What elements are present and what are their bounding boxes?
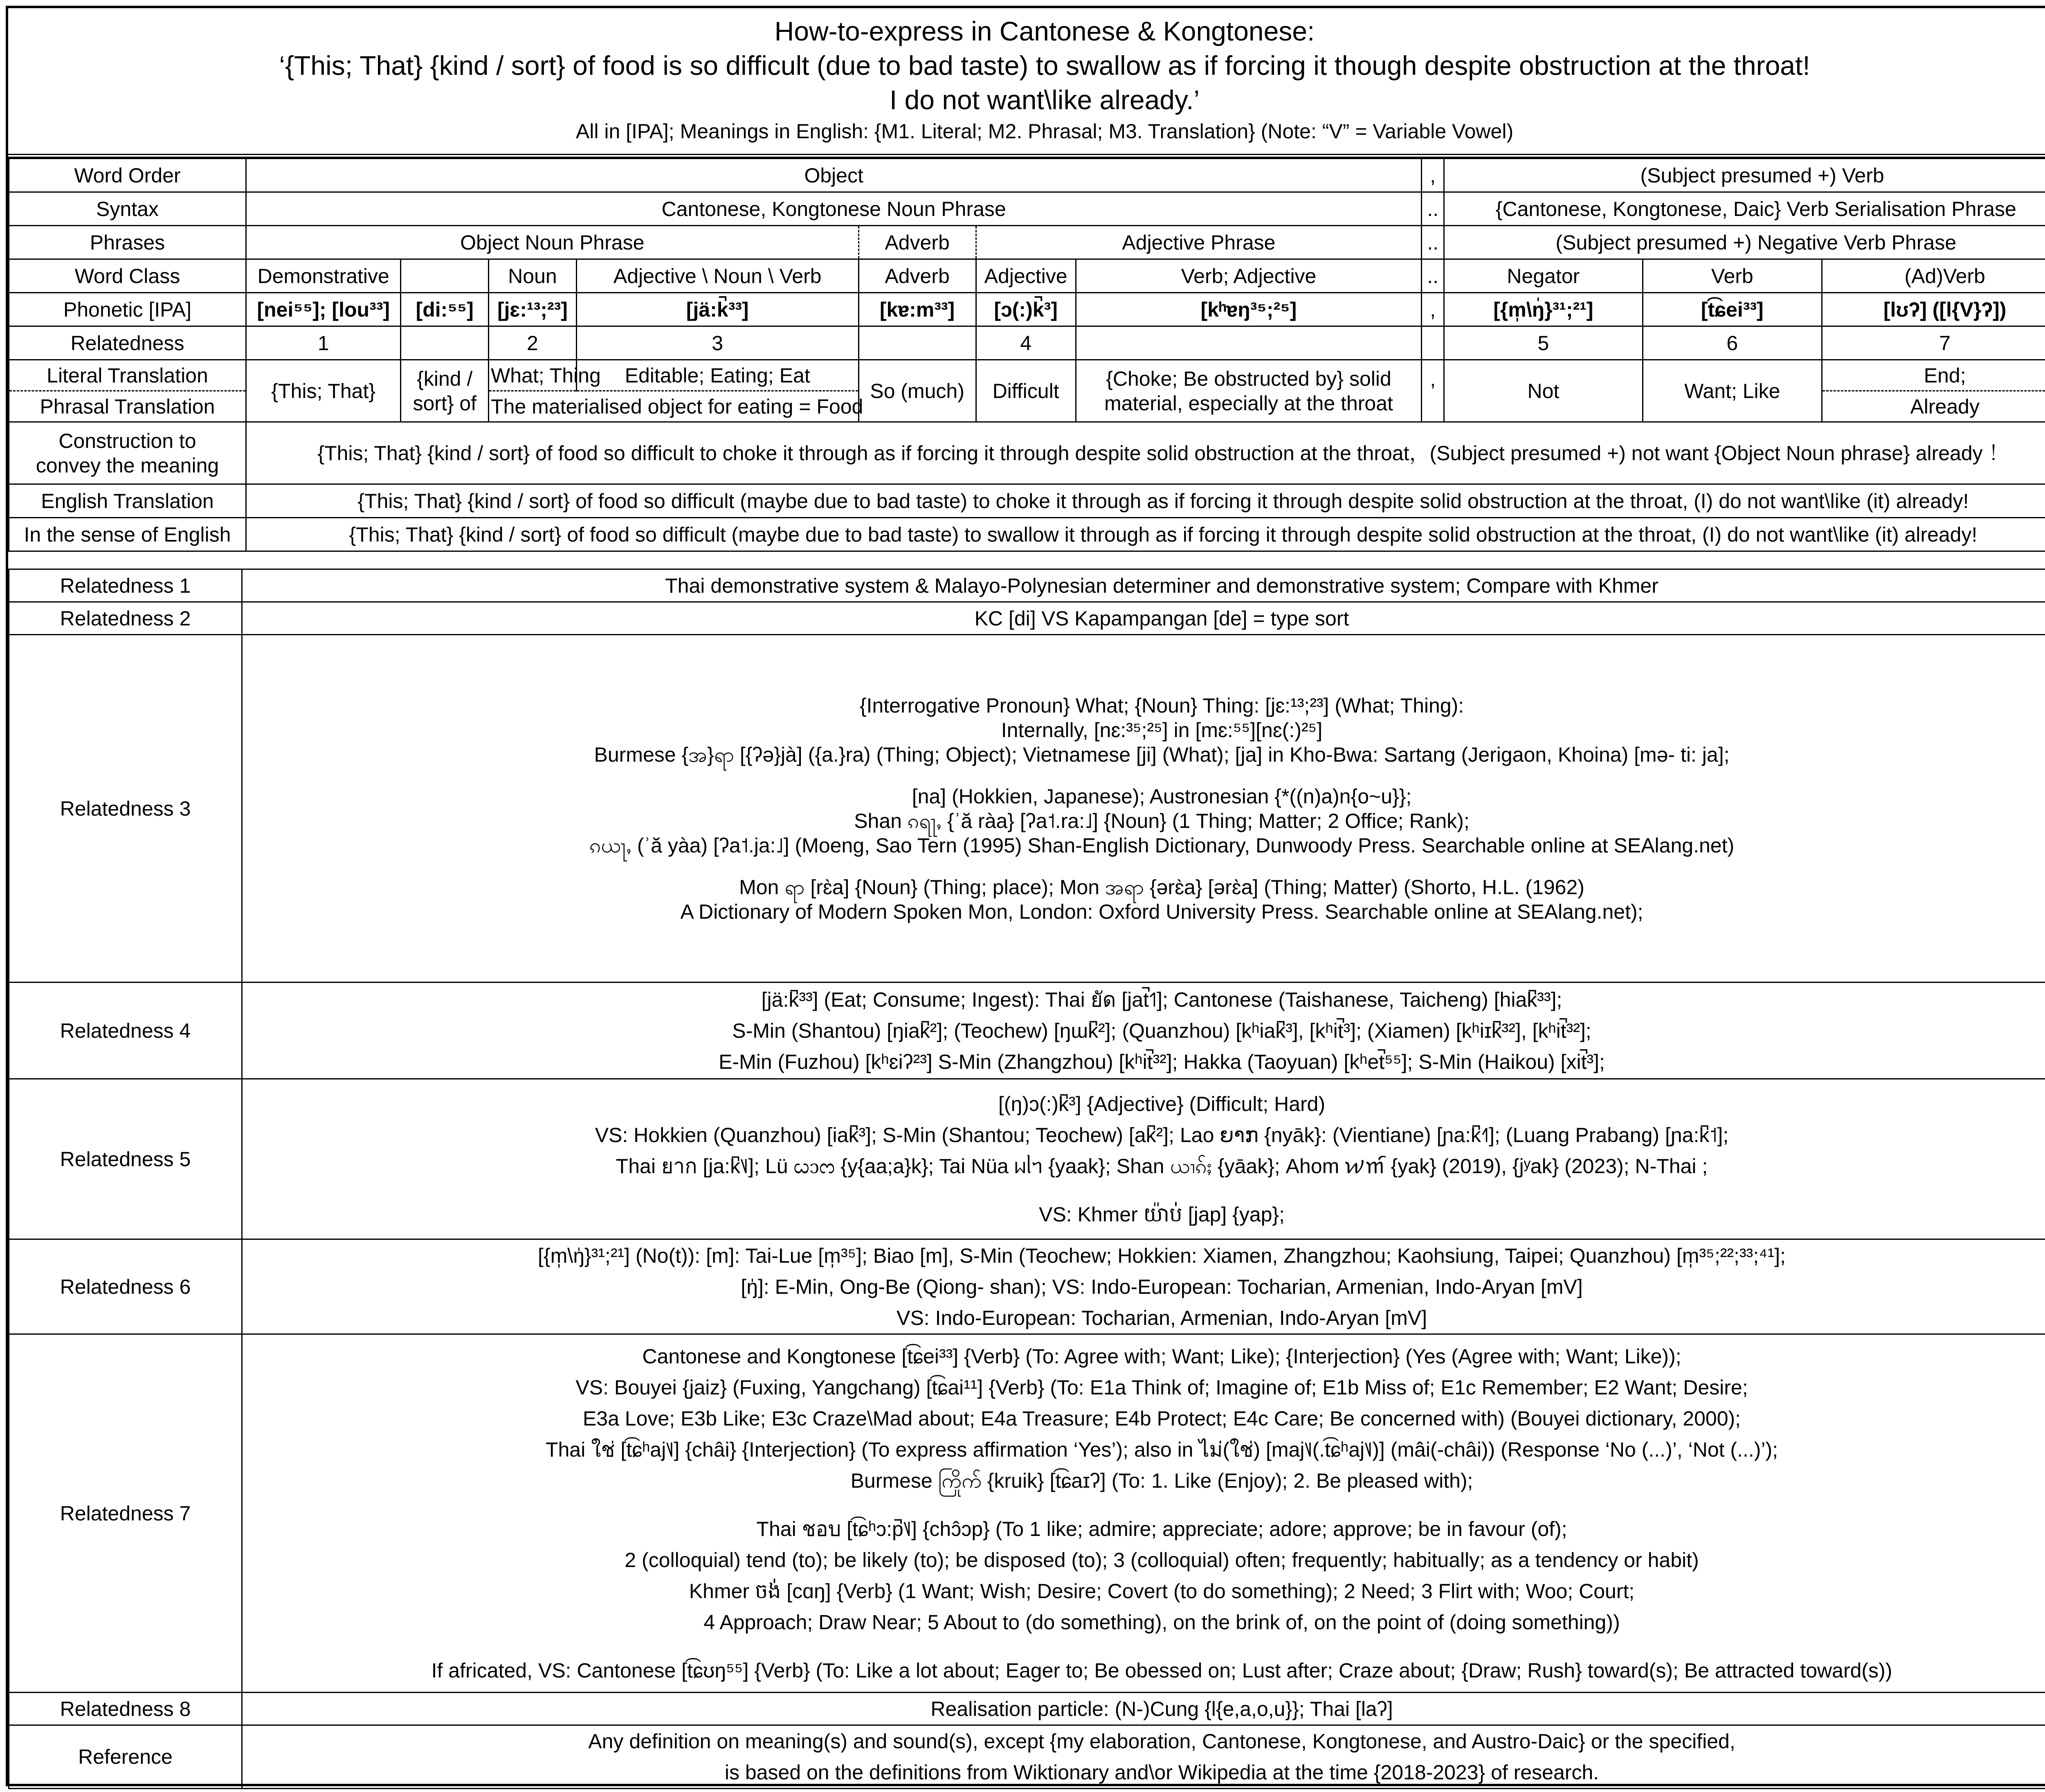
ipa-kind: [di:⁵⁵] [401, 293, 489, 326]
row-syntax [9, 192, 2045, 226]
ipa-sep: , [1422, 293, 1444, 326]
ipa-verb: [t͡ɕei³³] [1643, 293, 1822, 326]
reference-row [9, 1725, 2045, 1789]
label-syntax: Syntax [9, 192, 246, 226]
wc-adj-noun-verb: Adjective \ Noun \ Verb [576, 259, 858, 293]
wc-sep: .. [1422, 259, 1444, 293]
label-english: English Translation [9, 484, 246, 518]
relatedness-3-line: [na] (Hokkien, Japanese); Austronesian {*((n)a)n{o~u}}; [912, 785, 1412, 808]
ipa-eat: [jä:k̚³³] [576, 293, 858, 326]
tr-verb-adjective [1076, 360, 1422, 422]
spacer [244, 1638, 2045, 1655]
ipa-demonstrative: [nei⁵⁵]; [lou³³] [246, 293, 400, 326]
sense-text: {This; That} {kind / sort} of food so difficult (maybe due to bad taste) to swallow it through as if forcing it through despite solid obstruction at the throat, (I) do not want\like (it) already! [246, 518, 2045, 551]
row-relatedness [9, 326, 2045, 360]
relatedness-5-line: VS: Khmer យ៉ាប់ [jap] {yap}; [1038, 1203, 1285, 1226]
relatedness-3-body [242, 635, 2045, 983]
phrases-sep: .. [1422, 226, 1444, 259]
wc-negator: Negator [1444, 259, 1643, 293]
relatedness-row-8 [9, 1693, 2045, 1725]
construction-text: {This; That} {kind / sort} of food so difficult to choke it through as if forcing it through despite solid obstruction at the throat，(Subject presumed +) not want {Object Noun phrase} already ！ [246, 422, 2045, 484]
ipa-negator: [{m̩\ŋ̍}³¹;²¹] [1444, 293, 1643, 326]
relatedness-1-label: Relatedness 1 [9, 569, 242, 602]
row-word-class [9, 259, 2045, 293]
tr-verb-adjective-line-2: material, especially at the throat [1104, 391, 1393, 415]
title-line-1: How-to-express in Cantonese & Kongtonese: [774, 16, 1315, 46]
phrases-adjective: Adjective Phrase [976, 226, 1422, 259]
wc-blank [401, 259, 489, 293]
row-english [9, 484, 2045, 518]
phr-food: The materialised object for eating = Food [489, 391, 859, 422]
relatedness-6-line: [ŋ̍]: E-Min, Ong-Be (Qiong- shan); VS: Indo-European: Tocharian, Armenian, Indo-Aryan [mV] [741, 1275, 1583, 1298]
label-construction-line-1: Construction to [58, 429, 196, 452]
title-line-2: ‘{This; That} {kind / sort} of food is so difficult (due to bad taste) to swallow as if forcing it though despite obstruction at the throat! [279, 50, 1810, 81]
label-construction [9, 422, 246, 484]
wc-demonstrative: Demonstrative [246, 259, 400, 293]
tr-negator: Not [1444, 360, 1643, 422]
label-phrasal: Phrasal Translation [9, 391, 246, 422]
label-construction-line-2: convey the meaning [36, 454, 219, 477]
rel-num-4: 4 [976, 326, 1076, 360]
ipa-adverb-2: [lʊʔ] ([l{V}ʔ]) [1822, 293, 2045, 326]
tr-verb: Want; Like [1643, 360, 1822, 422]
document-header [8, 8, 2045, 158]
reference-line: Any definition on meaning(s) and sound(s), except {my elaboration, Cantonese, Kongtonese, and Austro-Daic} or the specified, [588, 1730, 1735, 1753]
tr-kind [401, 360, 489, 422]
row-word-order [9, 159, 2045, 192]
title-line-3: I do not want\like already.’ [889, 85, 1200, 115]
tr-sep: ’ [1422, 360, 1444, 422]
relatedness-4-body [242, 983, 2045, 1079]
rel-num-sep [1422, 326, 1444, 360]
ipa-adjective: [ɔ(:)k̚³] [976, 293, 1076, 326]
ipa-noun: [jɛ:¹³;²³] [489, 293, 577, 326]
relatedness-3-label: Relatedness 3 [9, 635, 242, 983]
relatedness-6-label: Relatedness 6 [9, 1239, 242, 1334]
lit-noun: What; Thing [489, 360, 577, 391]
relatedness-3-line: {Interrogative Pronoun} What; {Noun} Thing: [jɛ:¹³;²³] (What; Thing): [859, 694, 1464, 717]
tr-kind-line-2: sort} of [413, 391, 477, 415]
row-construction [9, 422, 2045, 484]
relatedness-7-line: Thai ชอบ [t͡ɕʰɔ:p̚˥˩] {chɔ̂ɔp} (To 1 like; admire; appreciate; adore; approve; be in favour (of); [756, 1517, 1567, 1540]
syntax-verb: {Cantonese, Kongtonese, Daic} Verb Serialisation Phrase [1444, 192, 2045, 226]
relatedness-row-1 [9, 569, 2045, 602]
relatedness-7-line: Thai ใช่ [t͡ɕʰaj˥˩] {châi} {Interjection} (To express affirmation ‘Yes’); also in ไม่(ใช่) [maj˥˩(.t͡ɕʰaj˥˩)] (mâi(-châi)) (Response ‘No (...)’, ‘Not (...)’); [545, 1438, 1778, 1461]
relatedness-4-label: Relatedness 4 [9, 983, 242, 1079]
relatedness-3-line: ၵယႃႇ (ʾă yàa) [ʔa˦.ja:˩] (Moeng, Sao Tern (1995) Shan-English Dictionary, Dunwoody Press. Searchable online at SEAlang.net) [589, 834, 1735, 857]
relatedness-3-line: Burmese {အ}ရာ [{ʔə}jà] ({a.}ra) (Thing; Object); Vietnamese [ji] (What); [ja] in Kho-Bwa: Sartang (Jerigaon, Khoina) [mə- ti: ja]; [594, 743, 1730, 766]
row-phonetic [9, 293, 2045, 326]
relatedness-3-line: Mon ရာ [rɛ̀a] {Noun} (Thing; place); Mon အရာ {ərɛ̀a} [ərɛ̀a] (Thing; Matter) (Shorto, H.L. (1962) [739, 875, 1584, 899]
lit-adverb-2: End; [1822, 360, 2045, 391]
rel-num-blank-1 [401, 326, 489, 360]
relatedness-5-label: Relatedness 5 [9, 1079, 242, 1239]
relatedness-row-4 [9, 983, 2045, 1079]
relatedness-4-line: S-Min (Shantou) [ŋiak̚²]; (Teochew) [ŋɯk̚²]; (Quanzhou) [kʰiak̚³], [kʰit̚³]; (Xiamen) [kʰiɪk̚³²], [kʰit̚³²]; [732, 1019, 1591, 1042]
label-word-class: Word Class [9, 259, 246, 293]
tr-demonstrative: {This; That} [246, 360, 400, 422]
wc-verb: Verb [1643, 259, 1822, 293]
lit-eat: Editable; Eating; Eat [576, 360, 858, 391]
relatedness-7-line: Khmer ចង់ [cɑŋ] {Verb} (1 Want; Wish; Desire; Covert (to do something); 2 Need; 3 Flirt with; Woo; Court; [689, 1579, 1635, 1603]
rel-num-3: 3 [576, 326, 858, 360]
relatedness-7-line: VS: Bouyei {jaiz} (Fuxing, Yangchang) [t͡ɕai¹¹] {Verb} (To: E1a Think of; Imagine of; E1b Miss of; E1c Remember; E2 Want; Desire; [575, 1376, 1748, 1399]
rel-num-1: 1 [246, 326, 400, 360]
relatedness-2-text: KC [di] VS Kapampangan [de] = type sort [242, 602, 2045, 635]
relatedness-4-line: [jä:k̚³³] (Eat; Consume; Ingest): Thai ยัด [jat̚˦˥]; Cantonese (Taishanese, Taicheng) [hiak̚³³]; [761, 988, 1562, 1011]
relatedness-8-text: Realisation particle: (N-)Cung {l{e,a,o,u}}; Thai [laʔ] [242, 1693, 2045, 1725]
ipa-verb-adjective: [kʰɐŋ³⁵;²⁵] [1076, 293, 1422, 326]
relatedness-6-line: [{m̩\ŋ̍}³¹;²¹] (No(t)): [m]: Tai-Lue [m̩³⁵]; Biao [m], S-Min (Teochew; Hokkien: Xiamen, Zhangzhou; Kaohsiung, Taipei; Quanzhou) [m̩³⁵;²²;³³;⁴¹]; [537, 1244, 1786, 1267]
relatedness-row-6 [9, 1239, 2045, 1334]
reference-line: is based on the definitions from Wiktionary and\or Wikipedia at the time {2018-2023} of research. [724, 1761, 1599, 1784]
row-sense [9, 518, 2045, 551]
tr-adjective: Difficult [976, 360, 1076, 422]
english-text: {This; That} {kind / sort} of food so difficult (maybe due to bad taste) to choke it through as if forcing it through despite solid obstruction at the throat, (I) do not want\like (it) already! [246, 484, 2045, 518]
rel-num-5: 5 [1444, 326, 1643, 360]
relatedness-3-line: A Dictionary of Modern Spoken Mon, London: Oxford University Press. Searchable online at SEAlang.net); [680, 900, 1643, 923]
relatedness-7-body [242, 1334, 2045, 1693]
relatedness-7-line: E3a Love; E3b Like; E3c Craze\Mad about; E4a Treasure; E4b Protect; E4c Care; Be concerned with) (Bouyei dictionary, 2000); [582, 1407, 1741, 1430]
tr-kind-line-1: {kind / [417, 367, 473, 390]
relatedness-7-line: 4 Approach; Draw Near; 5 About to (do something), on the brink of, on the point of (doing something)) [703, 1610, 1620, 1634]
label-phrases: Phrases [9, 226, 246, 259]
relatedness-row-3 [9, 635, 2045, 983]
label-word-order: Word Order [9, 159, 246, 192]
row-literal [9, 360, 2045, 391]
relatedness-row-7 [9, 1334, 2045, 1693]
reference-label: Reference [9, 1725, 242, 1789]
word-order-object: Object [246, 159, 1421, 192]
rel-num-6: 6 [1643, 326, 1822, 360]
syntax-sep: .. [1422, 192, 1444, 226]
wc-adverb-2: (Ad)Verb [1822, 259, 2045, 293]
relatedness-row-2 [9, 602, 2045, 635]
relatedness-7-line: Cantonese and Kongtonese [t͡ɕei³³] {Verb} (To: Agree with; Want; Like); {Interjection} (Yes (Agree with; Want; Like)); [642, 1345, 1681, 1368]
ipa-note: All in [IPA]; Meanings in English: {M1. Literal; M2. Phrasal; M3. Translation} (Note: “V” = Variable Vowel) [575, 120, 1514, 143]
rel-num-blank-2 [858, 326, 976, 360]
relatedness-3-line: Internally, [nɛ:³⁵;²⁵] in [mɛ:⁵⁵][nɛ(:)²⁵] [1001, 718, 1323, 742]
label-phonetic: Phonetic [IPA] [9, 293, 246, 326]
spacer [244, 1496, 2045, 1513]
analysis-table [8, 158, 2045, 552]
relatedness-8-label: Relatedness 8 [9, 1693, 242, 1725]
wc-verb-adjective: Verb; Adjective [1076, 259, 1422, 293]
rel-num-blank-3 [1076, 326, 1422, 360]
wc-adjective: Adjective [976, 259, 1076, 293]
phr-adverb-2: Already [1822, 391, 2045, 422]
label-relatedness: Relatedness [9, 326, 246, 360]
relatedness-table [8, 569, 2045, 1789]
word-order-sep: , [1422, 159, 1444, 192]
tr-verb-adjective-line-1: {Choke; Be obstructed by} solid [1106, 367, 1391, 390]
document-sheet [6, 6, 2045, 1786]
wc-adverb: Adverb [858, 259, 976, 293]
relatedness-3-line: Shan ၵရႃႇ {ʾă ràa} [ʔa˦.ra:˩] {Noun} (1 Thing; Matter; 2 Office; Rank); [854, 809, 1470, 832]
phrases-negative: (Subject presumed +) Negative Verb Phrase [1444, 226, 2045, 259]
relatedness-6-line: VS: Indo-European: Tocharian, Armenian, Indo-Aryan [mV] [896, 1306, 1427, 1329]
spacer [244, 1182, 2045, 1199]
relatedness-5-line: Thai ยาก [ja:k̚˥˩]; Lü ᦍᦱᦂ {y{aa;a}k}; Tai Nüa ᥕᥣᥐ {yaak}; Shan ယၢၵ်ႈ {yāak}; Ahom 𑜏𑜀𑜫 {yak} (2019), {jʸak} (2023); N-Thai ; [616, 1154, 1708, 1178]
relatedness-5-line: VS: Hokkien (Quanzhou) [iak̚³]; S-Min (Shantou; Teochew) [ak̚²]; Lao ຍາກ {nyāk}: (Vientiane) [ɲa:k̚˧˥]; (Luang Prabang) [ɲa:k̚˦]; [595, 1123, 1729, 1147]
spacer [244, 858, 2045, 875]
wc-noun: Noun [489, 259, 577, 293]
relatedness-7-line: 2 (colloquial) tend (to); be likely (to); be disposed (to); 3 (colloquial) often; frequently; habitually; as a tendency or habit) [625, 1548, 1699, 1572]
syntax-object: Cantonese, Kongtonese Noun Phrase [246, 192, 1421, 226]
relatedness-5-body [242, 1079, 2045, 1239]
relatedness-1-text: Thai demonstrative system & Malayo-Polynesian determiner and demonstrative system; Compare with Khmer [242, 569, 2045, 602]
relatedness-5-line: [(ŋ)ɔ(:)k̚³] {Adjective} (Difficult; Hard) [998, 1092, 1326, 1115]
relatedness-4-line: E-Min (Fuzhou) [kʰɛiʔ²³] S-Min (Zhangzhou) [kʰit̚³²]; Hakka (Taoyuan) [kʰet̚⁵⁵]; S-Min (Haikou) [xit̚³]; [719, 1050, 1605, 1073]
relatedness-row-5 [9, 1079, 2045, 1239]
tr-adverb: So (much) [858, 360, 976, 422]
reference-body [242, 1725, 2045, 1789]
phrases-adverb: Adverb [858, 226, 976, 259]
relatedness-7-line: If africated, VS: Cantonese [t͡ɕʊŋ⁵⁵] {Verb} (To: Like a lot about; Eager to; Be obessed on; Lust after; Craze about; {Draw; Rush} toward(s); Be attracted toward(s)) [431, 1659, 1892, 1682]
rel-num-2: 2 [489, 326, 577, 360]
word-order-verb: (Subject presumed +) Verb [1444, 159, 2045, 192]
label-literal: Literal Translation [9, 360, 246, 391]
label-sense: In the sense of English [9, 518, 246, 551]
relatedness-6-body [242, 1239, 2045, 1334]
relatedness-2-label: Relatedness 2 [9, 602, 242, 635]
relatedness-7-label: Relatedness 7 [9, 1334, 242, 1693]
phrases-object-np: Object Noun Phrase [246, 226, 858, 259]
rel-num-7: 7 [1822, 326, 2045, 360]
relatedness-7-line: Burmese ကြိုက် {kruik} [t͡ɕaɪʔ] (To: 1. Like (Enjoy); 2. Be pleased with); [850, 1469, 1473, 1492]
spacer [244, 767, 2045, 784]
ipa-adverb: [kɐ:m³³] [858, 293, 976, 326]
row-phrases [9, 226, 2045, 259]
